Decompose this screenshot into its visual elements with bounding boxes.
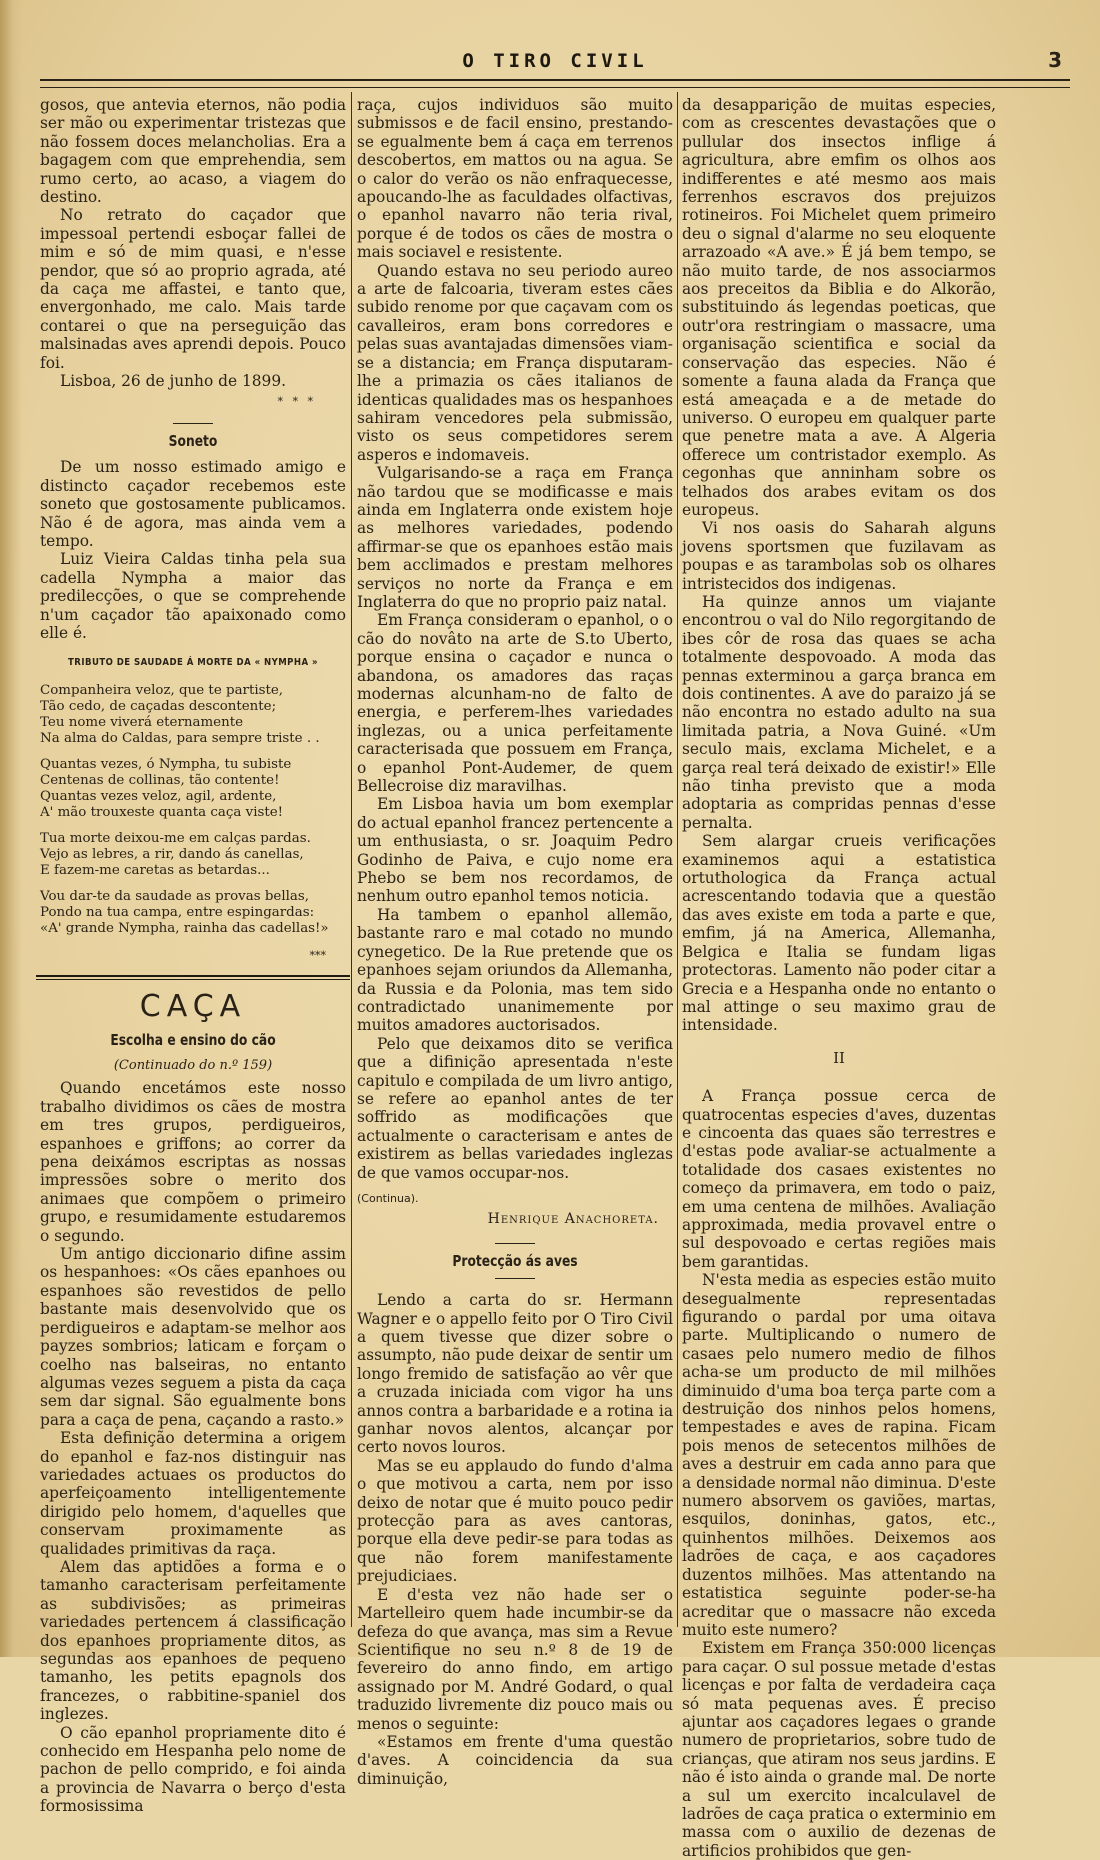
verse-line: Pondo na tua campa, entre espingardas:	[40, 904, 315, 920]
article-title-proteccao: Protecção ás aves	[452, 1251, 578, 1270]
paragraph: Luiz Vieira Caldas tinha pela sua cadella Nympha a maior das predilecções, o que se comprehende n'um caçador tão apaixonado como elle é.	[40, 550, 346, 642]
page-header	[40, 46, 1070, 80]
poem-subtitle: TRIBUTO DE SAUDADE Á MORTE DA « NYMPHA »	[68, 657, 318, 669]
continua-note: (Continua).	[357, 1191, 419, 1205]
verse-line: Quantas vezes, ó Nympha, tu subiste	[40, 756, 292, 772]
page-number: 3	[1048, 48, 1062, 72]
verse-line: «A' grande Nympha, rainha das cadellas!»	[40, 920, 329, 936]
section-rule	[36, 975, 350, 980]
paragraph: raça, cujos individuos são muito submissos e de facil ensino, prestando-se egualmente bem á caça em terrenos descobertos, em mattos ou na agua. Se o calor do verão os não enfraquecesse, apoucando-lhe as faculdades olfactivas, o epanhol navarro não teria rival, porque é de todos os cães de mostra o mais sociavel e resistente.	[357, 96, 673, 262]
article-title-escolha: Escolha e ensino do cão	[110, 1030, 276, 1049]
paragraph: De um nosso estimado amigo e distincto caçador recebemos este soneto que gostosamente publicamos. Não é de agora, mas ainda vem a tempo.	[40, 458, 346, 550]
poem-stanza	[40, 683, 346, 747]
column-1	[40, 96, 346, 1816]
running-title: O TIRO CIVIL	[462, 50, 648, 72]
paragraph: Lendo a carta do sr. Hermann Wagner e o appello feito por O Tiro Civil a quem tivesse que dizer sobre o assumpto, não pude deixar de sentir um longo fremido de satisfação ao vêr que a cruzada iniciada com vigor ha uns annos contra a barbaridade e a rotina ia ganhar novos alentos, alcançar por certo novos louros.	[357, 1291, 673, 1457]
section-title-soneto: Soneto	[168, 431, 218, 450]
short-rule	[173, 423, 213, 424]
verse-line: Centenas de collinas, tão contente!	[40, 772, 280, 788]
verse-line: Vou dar-te da saudade as provas bellas,	[40, 888, 310, 904]
section-numeral: II	[833, 1048, 845, 1067]
paragraph: Pelo que deixamos dito se verifica que a difinição apresentada n'este capitulo e compilada de um livro antigo, se refere ao epanhol antes de ter soffrido as modificações que actualmente o caracterisam e antes de existirem as bellas variedades inglezas de que vamos occupar-nos.	[357, 1034, 673, 1182]
verse-line: Teu nome viverá eternamente	[40, 714, 244, 730]
paragraph: Mas se eu applaudo do fundo d'alma o que motivou a carta, nem por isso deixo de notar que é muito pouco pedir protecção para as aves cantoras, porque ella deve pedir-se para todas as que não forem manifestamente prejudiciaes.	[357, 1456, 673, 1586]
paragraph: Sem alargar crueis verificações examinemos aqui a estatistica ortuthologica da França actual acrescentando todavia que a questão das aves existe em toda a parte e que, emfim, já na America, Allemanha, Belgica e Italia se fundam ligas protectoras. Lamento não poder citar a Grecia e a Hespanha onde no entanto o mal attinge o seu maximo grau de intensidade.	[682, 832, 996, 1035]
paragraph: Em França consideram o epanhol, o o cão do novâto na arte de S.to Uberto, porque ensina o caçador e nunca o abandona, os amadores das raças modernas alcunham-no de falto de energia, e perferem-lhes variedades inglezas, ou a unica perfeitamente caracterisada que possuem em França, o epanhol Pont-Audemer, de quem Bellecroise diz maravilhas.	[357, 611, 673, 796]
paragraph: Vulgarisando-se a raça em França não tardou que se modificasse e mais ainda em Inglaterra onde existem hoje as melhores variedades, podendo affirmar-se que os epanhoes estão mais bem acclimados e prestam melhores serviços no norte da França e em Inglaterra do que no proprio paiz natal.	[357, 464, 673, 611]
paragraph: E d'esta vez não hade ser o Martelleiro quem hade incumbir-se da defeza do que avança, mas sim a Revue Scientifique no seu n.º 8 de 19 de fevereiro do anno findo, em artigo assignado por M. André Godard, o qual traduzido livremente diz pouco mais ou menos o seguinte:	[357, 1585, 673, 1733]
paragraph: da desapparição de muitas especies, com as crescentes devastações que o pullular dos insectos inflige á agricultura, abre emfim os olhos aos indifferentes e até mesmo aos mais ferrenhos escravos dos prejuizos rotineiros. Foi Michelet quem primeiro deu o signal d'alarme no seu eloquente arrazoado «A ave.» É já bem tempo, se não muito tarde, de nos associarmos aos preceitos da Biblia e do Alkorão, substituindo ás legendas poeticas, que outr'ora restringiam o massacre, uma organisação scientifica e social da conservação das especies. Não é somente a fauna alada da França que está ameaçada e a de metade do universo. O europeu em qualquer parte que penetre mata a ave. A Algeria offerece um contristador exemplo. As cegonhas que anninham sobre os telhados dos arabes evitam os dos europeus.	[682, 96, 996, 519]
verse-line: E fazem-me caretas as betardas...	[40, 862, 270, 878]
paragraph: «Estamos em frente d'uma questão d'aves. A coincidencia da sua diminuição,	[357, 1732, 673, 1788]
short-rule	[495, 1278, 535, 1279]
paragraph: No retrato do caçador que impessoal pertendi esboçar fallei de mim e só de mim quasi, e n'esse pendor, que só ao proprio agrada, até da caça me affastei, e tanto que, envergonhado, me calo. Mais tarde contarei o que na perseguição das malsinadas aves aprendi depois. Pouco foi.	[40, 206, 346, 372]
section-stars: ***	[309, 948, 326, 962]
paragraph: Quando encetámos este nosso trabalho dividimos os cães de mostra em tres grupos, perdigueiros, espanhoes e griffons; ao correr da pena deixámos escriptas as nossas impressões sobre o merito dos animaes que compõem o primeiro grupo, e resumidamente estudaremos o segundo.	[40, 1079, 346, 1245]
paragraph: gosos, que antevia eternos, não podia ser mão ou experimentar tristezas que não fossem doces melancholias. Era a bagagem com que emprehendia, sem rumo certo, ao acaso, a viagem do destino.	[40, 96, 346, 207]
paragraph: Alem das aptidões a forma e o tamanho caracterisam perfeitamente as subdivisões; as primeiras variedades pertencem á classificação dos epanhoes propriamente ditos, as segundas aos epanhoes de pequeno tamanho, les petits epagnols dos francezes, o rabbitine-spaniel dos inglezes.	[40, 1557, 346, 1724]
paragraph: Quando estava no seu periodo aureo a arte de falcoaria, tiveram estes cães subido renome por que caçavam com os cavalleiros, eram bons corredores e pelas suas avantajadas dimensões viam-se a distancia; em França disputaram-lhe a primazia os cães italianos de identicas qualidades mas os hespanhoes sahiram vencedores pela submissão, visto os seus competidores serem asperos e indomaveis.	[357, 261, 673, 464]
column-2	[357, 96, 673, 1788]
column-divider	[351, 92, 352, 1627]
paragraph: Em Lisboa havia um bom exemplar do actual epanhol francez pertencente a um enthusiasta, o sr. Joaquim Pedro Godinho de Paiva, e cujo nome era Phebo se bem nos recordamos, de nenhum outro epanhol temos noticia.	[357, 795, 673, 906]
verse-line: A' mão trouxeste quanta caça viste!	[40, 804, 284, 820]
verse-line: Companheira veloz, que te partiste,	[40, 682, 284, 698]
paragraph: Esta definição determina a origem do epanhol e faz-nos distinguir nas variedades actuaes os productos do aperfeiçoamento intelligentemente dirigido pelo homem, d'aquelles que conservam proximamente as qualidades primitivas da raça.	[40, 1429, 346, 1558]
paragraph: Existem em França 350:000 licenças para caçar. O sul possue metade d'estas licenças e por falta de verdadeira caça só mata pequenas aves. É preciso ajuntar aos caçadores legaes o grande numero de proprietarios, sobre tudo de crianças, que atiram nos seus jardins. E não é isto ainda o grande mal. De norte a sul um exercito incalculavel de ladrões de caça pratica o exterminio em massa com o auxilio de dezenas de artificios prohibidos que gen-	[682, 1639, 996, 1860]
verse-line: Quantas vezes veloz, agil, ardente,	[40, 788, 277, 804]
poem-stanza	[40, 757, 346, 821]
column-3	[682, 96, 996, 1860]
short-rule	[495, 1243, 535, 1244]
paragraph: Ha tambem o epanhol allemão, bastante raro e mal cotado no mundo cynegetico. De la Rue pretende que os epanhoes sejam oriundos da Allemanha, da Russia e da Polonia, mas tem sido contradictado unanimemente por muitos amadores auctorisados.	[357, 905, 673, 1035]
section-title-caca: CAÇA	[139, 989, 247, 1025]
section-stars: * * *	[277, 394, 316, 408]
header-rule	[40, 79, 1070, 88]
column-divider	[677, 92, 678, 1627]
verse-line: Na alma do Caldas, para sempre triste . .	[40, 730, 320, 746]
verse-line: Vejo as lebres, a rir, dando ás canellas,	[40, 846, 304, 862]
paragraph: O cão epanhol propriamente dito é conhecido em Hespanha pelo nome de pachon de pello comprido, e foi ainda a provincia de Navarra o berço d'esta formosissima	[40, 1723, 346, 1816]
poem-stanza	[40, 831, 346, 879]
verse-line: Tua morte deixou-me em calças pardas.	[40, 830, 311, 846]
dateline: Lisboa, 26 de junho de 1899.	[60, 372, 287, 391]
paragraph: Vi nos oasis do Saharah alguns jovens sportsmen que fuzilavam as poupas e as tarambolas sob os olhares intristecidos dos indigenas.	[682, 519, 996, 593]
paragraph: Um antigo diccionario difine assim os hespanhoes: «Os cães epanhoes ou espanhoes são revestidos de pello bastante mais desenvolvido que os perdigueiros e adaptam-se melhor aos payzes sombrios; laticam e forçam o coelho nas balseiras, no entanto algumas vezes seguem a pista da caça sem dar signal. São egualmente bons para a caça de pena, caçando a rasto.»	[40, 1245, 346, 1429]
paragraph: Ha quinze annos um viajante encontrou o val do Nilo regorgitando de ibes côr de rosa das quaes se acha totalmente despovoado. A moda das pennas exterminou a garça branca em dois continentes. A ave do paraizo já se não encontra no estado adulto na sua limitada patria, a Nova Guiné. «Um seculo mais, exclama Michelet, e a garça real terá deixado de existir!» Elle não tinha previsto que a moda adoptaria as compridas pennas d'esse pernalta.	[682, 592, 996, 832]
verse-line: Tão cedo, de caçadas descontente;	[40, 698, 277, 714]
author-signature: Henrique Anachoreta.	[487, 1211, 659, 1228]
poem-stanza	[40, 889, 346, 937]
paragraph: N'esta media as especies estão muito desegualmente representadas figurando o pardal por uma oitava parte. Multiplicando o numero de casaes pelo numero medio de filhos acha-se um producto de mil milhões diminuido d'uma boa terça parte com a destruição dos ninhos pelos homens, tempestades e aves de rapina. Ficam pois menos de setecentos milhões de aves a destruir em cada anno para que a densidade normal não diminua. D'este numero absorvem os gaviões, martas, esquilos, doninhas, gatos, etc., quinhentos milhões. Deixemos aos ladrões de caça, e aos caçadores duzentos milhões. Mas attentando na estatistica seguinte poder-se-ha acreditar que o massacre não exceda muito este numero?	[682, 1271, 996, 1639]
page-binding-edge	[0, 0, 22, 1657]
continuation-note: (Continuado do n.º 159)	[113, 1058, 273, 1073]
paragraph: A França possue cerca de quatrocentas especies d'aves, duzentas e cincoenta das quaes são terrestres e d'estas pode avaliar-se actualmente a totalidade dos casaes existentes no começo da primavera, em todo o paiz, em uma centena de milhões. Avaliação approximada, media provavel entre o sul despovoado e certas regiões mais bem garantidas.	[682, 1087, 996, 1271]
